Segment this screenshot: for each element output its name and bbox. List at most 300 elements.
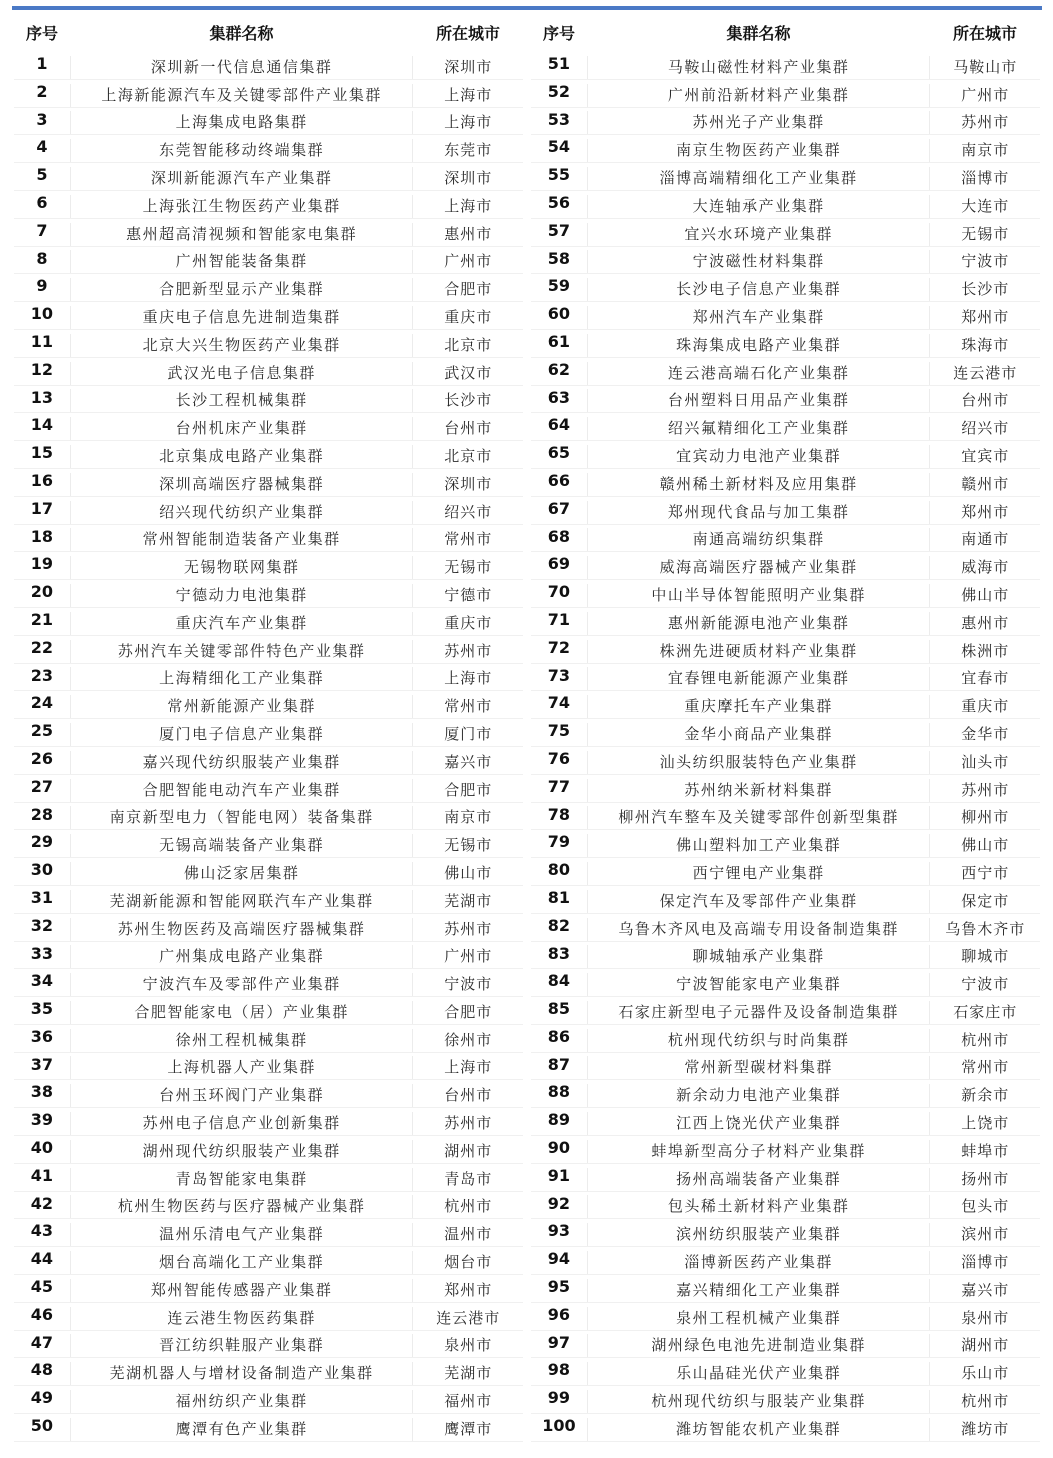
row-no: 97 (547, 1332, 571, 1352)
row-no: 6 (36, 192, 48, 212)
row-no: 57 (547, 220, 571, 240)
cluster-name: 宁波智能家电产业集群 (587, 973, 931, 996)
cluster-name: 上海张江生物医药产业集群 (70, 195, 414, 218)
cluster-name: 芜湖机器人与增材设备制造产业集群 (70, 1362, 414, 1385)
city-name: 苏州市 (444, 919, 493, 938)
row-no: 47 (30, 1332, 54, 1352)
city-name: 无锡市 (444, 558, 493, 577)
row-no: 40 (30, 1138, 54, 1158)
row-no: 41 (30, 1165, 54, 1185)
cluster-name: 滨州纺织服装产业集群 (587, 1223, 931, 1246)
table-row (531, 135, 1040, 163)
header-no: 序号 (25, 23, 58, 43)
row-no: 45 (30, 1277, 54, 1297)
table-row (531, 1303, 1040, 1331)
cluster-name: 威海高端医疗器械产业集群 (587, 556, 931, 579)
row-no: 90 (547, 1138, 571, 1158)
row-no: 99 (547, 1388, 571, 1408)
city-name: 上海市 (444, 669, 493, 688)
row-no: 94 (547, 1249, 571, 1269)
row-no: 43 (30, 1221, 54, 1241)
row-no: 74 (547, 693, 571, 713)
cluster-name: 连云港生物医药集群 (70, 1307, 414, 1330)
city-name: 石家庄市 (953, 1002, 1018, 1021)
cluster-name: 乐山晶硅光伏产业集群 (587, 1362, 931, 1385)
table-row (531, 1275, 1040, 1303)
table-row (531, 1080, 1040, 1108)
city-name: 新余市 (961, 1086, 1010, 1105)
table-row (14, 247, 523, 275)
cluster-name: 重庆摩托车产业集群 (587, 695, 931, 718)
row-no: 2 (36, 81, 48, 101)
row-no: 44 (30, 1249, 54, 1269)
cluster-name: 上海机器人产业集群 (70, 1056, 414, 1079)
table-row (14, 664, 523, 692)
city-name: 常州市 (444, 697, 493, 716)
row-no: 100 (542, 1416, 576, 1436)
row-no: 3 (36, 109, 48, 129)
row-no: 98 (547, 1360, 571, 1380)
table-row (531, 274, 1040, 302)
table-row (531, 413, 1040, 441)
row-no: 12 (30, 359, 54, 379)
city-name: 珠海市 (961, 335, 1010, 354)
cluster-name: 马鞍山磁性材料产业集群 (587, 56, 931, 79)
cluster-name: 苏州光子产业集群 (587, 111, 931, 134)
row-no: 29 (30, 832, 54, 852)
city-name: 泉州市 (444, 1336, 493, 1355)
cluster-name: 佛山塑料加工产业集群 (587, 834, 931, 857)
city-name: 包头市 (961, 1197, 1010, 1216)
table-row (531, 775, 1040, 803)
cluster-name: 重庆电子信息先进制造集群 (70, 306, 414, 329)
city-name: 重庆市 (444, 307, 493, 326)
table-row (531, 247, 1040, 275)
cluster-name: 郑州智能传感器产业集群 (70, 1279, 414, 1302)
top-accent-rule (12, 6, 1042, 10)
table-row (531, 608, 1040, 636)
cluster-name: 湖州现代纺织服装产业集群 (70, 1140, 414, 1163)
cluster-name: 绍兴现代纺织产业集群 (70, 501, 414, 524)
row-no: 17 (30, 498, 54, 518)
header-no: 序号 (542, 23, 575, 43)
table-row (14, 1275, 523, 1303)
city-name: 惠州市 (961, 613, 1010, 632)
city-name: 青岛市 (444, 1169, 493, 1188)
cluster-name: 杭州现代纺织与服装产业集群 (587, 1390, 931, 1413)
cluster-name: 嘉兴现代纺织服装产业集群 (70, 751, 414, 774)
row-no: 69 (547, 554, 571, 574)
row-no: 59 (547, 276, 571, 296)
city-name: 惠州市 (444, 224, 493, 243)
city-name: 上饶市 (961, 1114, 1010, 1133)
city-name: 苏州市 (444, 641, 493, 660)
row-no: 91 (547, 1165, 571, 1185)
cluster-name: 南通高端纺织集群 (587, 528, 931, 551)
row-no: 56 (547, 192, 571, 212)
table-row (531, 191, 1040, 219)
row-no: 34 (30, 971, 54, 991)
header-name: 集群名称 (726, 23, 791, 43)
city-name: 合肥市 (444, 780, 493, 799)
table-row (14, 886, 523, 914)
city-name: 赣州市 (961, 474, 1010, 493)
row-no: 77 (547, 776, 571, 796)
cluster-name: 大连轴承产业集群 (587, 195, 931, 218)
city-name: 滨州市 (961, 1225, 1010, 1244)
cluster-name: 重庆汽车产业集群 (70, 612, 414, 635)
row-no: 72 (547, 637, 571, 657)
city-name: 台州市 (444, 1086, 493, 1105)
row-no: 67 (547, 498, 571, 518)
cluster-name: 郑州汽车产业集群 (587, 306, 931, 329)
table-row (531, 580, 1040, 608)
row-no: 52 (547, 81, 571, 101)
city-name: 烟台市 (444, 1253, 493, 1272)
city-name: 上海市 (444, 196, 493, 215)
table-row (531, 1386, 1040, 1414)
city-name: 常州市 (444, 530, 493, 549)
city-name: 宜春市 (961, 669, 1010, 688)
row-no: 42 (30, 1193, 54, 1213)
city-name: 徐州市 (444, 1030, 493, 1049)
row-no: 16 (30, 470, 54, 490)
cluster-name: 福州纺织产业集群 (70, 1390, 414, 1413)
row-no: 11 (30, 331, 54, 351)
table-row (14, 1136, 523, 1164)
cluster-name: 宁波磁性材料集群 (587, 250, 931, 273)
table-row (531, 914, 1040, 942)
city-name: 郑州市 (961, 307, 1010, 326)
cluster-name: 长沙电子信息产业集群 (587, 278, 931, 301)
row-no: 37 (30, 1054, 54, 1074)
cluster-name: 广州前沿新材料产业集群 (587, 84, 931, 107)
cluster-name: 江西上饶光伏产业集群 (587, 1112, 931, 1135)
cluster-name: 晋江纺织鞋服产业集群 (70, 1334, 414, 1357)
row-no: 5 (36, 165, 48, 185)
city-name: 蚌埠市 (961, 1141, 1010, 1160)
city-name: 台州市 (444, 419, 493, 438)
cluster-name: 宁德动力电池集群 (70, 584, 414, 607)
row-no: 70 (547, 582, 571, 602)
table-row (14, 441, 523, 469)
cluster-name: 武汉光电子信息集群 (70, 362, 414, 385)
city-name: 上海市 (444, 85, 493, 104)
table-row (531, 163, 1040, 191)
city-name: 台州市 (961, 391, 1010, 410)
city-name: 佛山市 (961, 585, 1010, 604)
city-name: 湖州市 (961, 1336, 1010, 1355)
row-no: 60 (547, 304, 571, 324)
table-row (14, 552, 523, 580)
table-row (14, 163, 523, 191)
table-row (14, 413, 523, 441)
row-no: 50 (30, 1416, 54, 1436)
table-row (14, 386, 523, 414)
row-no: 58 (547, 248, 571, 268)
city-name: 杭州市 (444, 1197, 493, 1216)
table-row (531, 358, 1040, 386)
row-no: 49 (30, 1388, 54, 1408)
cluster-name: 常州智能制造装备产业集群 (70, 528, 414, 551)
city-name: 宜宾市 (961, 446, 1010, 465)
city-name: 重庆市 (444, 613, 493, 632)
row-no: 28 (30, 804, 54, 824)
table-row (531, 664, 1040, 692)
table-row (531, 886, 1040, 914)
table-row (14, 775, 523, 803)
row-no: 30 (30, 860, 54, 880)
row-no: 25 (30, 721, 54, 741)
cluster-name: 苏州生物医药及高端医疗器械集群 (70, 918, 414, 941)
row-no: 61 (547, 331, 571, 351)
city-name: 金华市 (961, 724, 1010, 743)
cluster-list-page (14, 12, 1040, 1448)
row-no: 76 (547, 748, 571, 768)
city-name: 上海市 (444, 1058, 493, 1077)
table-row (14, 580, 523, 608)
table-row (14, 1414, 523, 1442)
cluster-name: 台州玉环阀门产业集群 (70, 1084, 414, 1107)
row-no: 88 (547, 1082, 571, 1102)
table-row (14, 914, 523, 942)
city-name: 扬州市 (961, 1169, 1010, 1188)
table-row (531, 858, 1040, 886)
row-no: 71 (547, 609, 571, 629)
city-name: 马鞍山市 (953, 57, 1018, 76)
row-no: 27 (30, 776, 54, 796)
table-row (531, 469, 1040, 497)
table-row (531, 441, 1040, 469)
table-row (531, 386, 1040, 414)
cluster-name: 扬州高端装备产业集群 (587, 1168, 931, 1191)
table-row (14, 469, 523, 497)
cluster-name: 合肥智能电动汽车产业集群 (70, 779, 414, 802)
city-name: 泉州市 (961, 1308, 1010, 1327)
table-row (14, 358, 523, 386)
cluster-name: 厦门电子信息产业集群 (70, 723, 414, 746)
cluster-name: 深圳新能源汽车产业集群 (70, 167, 414, 190)
cluster-name: 常州新能源产业集群 (70, 695, 414, 718)
cluster-name: 乌鲁木齐风电及高端专用设备制造集群 (587, 918, 931, 941)
city-name: 杭州市 (961, 1392, 1010, 1411)
cluster-name: 石家庄新型电子元器件及设备制造集群 (587, 1001, 931, 1024)
row-no: 22 (30, 637, 54, 657)
table-row (531, 997, 1040, 1025)
city-name: 重庆市 (961, 697, 1010, 716)
city-name: 嘉兴市 (961, 1280, 1010, 1299)
row-no: 14 (30, 415, 54, 435)
row-no: 92 (547, 1193, 571, 1213)
cluster-name: 株洲先进硬质材料产业集群 (587, 640, 931, 663)
table-row (14, 997, 523, 1025)
row-no: 86 (547, 1026, 571, 1046)
table-row (14, 274, 523, 302)
city-name: 淄博市 (961, 1253, 1010, 1272)
table-row (14, 1192, 523, 1220)
cluster-name: 惠州超高清视频和智能家电集群 (70, 223, 414, 246)
city-name: 威海市 (961, 558, 1010, 577)
row-no: 31 (30, 887, 54, 907)
row-no: 79 (547, 832, 571, 852)
row-no: 15 (30, 443, 54, 463)
city-name: 柳州市 (961, 808, 1010, 827)
row-no: 64 (547, 415, 571, 435)
city-name: 湖州市 (444, 1141, 493, 1160)
table-row (531, 497, 1040, 525)
city-name: 北京市 (444, 335, 493, 354)
row-no: 96 (547, 1304, 571, 1324)
city-name: 常州市 (961, 1058, 1010, 1077)
row-no: 83 (547, 943, 571, 963)
cluster-name: 保定汽车及零部件产业集群 (587, 890, 931, 913)
city-name: 厦门市 (444, 724, 493, 743)
row-no: 8 (36, 248, 48, 268)
cluster-name: 上海集成电路集群 (70, 111, 414, 134)
table-row (531, 1219, 1040, 1247)
cluster-name: 聊城轴承产业集群 (587, 945, 931, 968)
cluster-name: 北京集成电路产业集群 (70, 445, 414, 468)
row-no: 55 (547, 165, 571, 185)
table-row (531, 719, 1040, 747)
cluster-name: 汕头纺织服装特色产业集群 (587, 751, 931, 774)
table-row (531, 552, 1040, 580)
row-no: 33 (30, 943, 54, 963)
cluster-name: 惠州新能源电池产业集群 (587, 612, 931, 635)
city-name: 温州市 (444, 1225, 493, 1244)
city-name: 东莞市 (444, 141, 493, 160)
city-name: 无锡市 (961, 224, 1010, 243)
row-no: 75 (547, 721, 571, 741)
cluster-name: 苏州汽车关键零部件特色产业集群 (70, 640, 414, 663)
table-body-left (14, 52, 523, 1448)
city-name: 北京市 (444, 446, 493, 465)
cluster-name: 宜春锂电新能源产业集群 (587, 667, 931, 690)
city-name: 深圳市 (444, 168, 493, 187)
table-row (14, 1219, 523, 1247)
cluster-name: 徐州工程机械集群 (70, 1029, 414, 1052)
table-row (531, 1331, 1040, 1359)
city-name: 宁德市 (444, 585, 493, 604)
cluster-name: 绍兴氟精细化工产业集群 (587, 417, 931, 440)
table-row (14, 1108, 523, 1136)
city-name: 福州市 (444, 1392, 493, 1411)
table-row (14, 191, 523, 219)
row-no: 23 (30, 665, 54, 685)
table-row (14, 302, 523, 330)
cluster-name: 深圳新一代信息通信集群 (70, 56, 414, 79)
row-no: 63 (547, 387, 571, 407)
cluster-name: 广州智能装备集群 (70, 250, 414, 273)
city-name: 郑州市 (444, 1280, 493, 1299)
cluster-name: 新余动力电池产业集群 (587, 1084, 931, 1107)
table-row (14, 330, 523, 358)
table-row (14, 719, 523, 747)
cluster-name: 连云港高端石化产业集群 (587, 362, 931, 385)
table-row (14, 858, 523, 886)
cluster-table-right (531, 12, 1040, 1448)
table-row (531, 1053, 1040, 1081)
row-no: 32 (30, 915, 54, 935)
table-row (531, 1136, 1040, 1164)
city-name: 广州市 (961, 85, 1010, 104)
row-no: 18 (30, 526, 54, 546)
header-city: 所在城市 (952, 23, 1017, 43)
cluster-name: 蚌埠新型高分子材料产业集群 (587, 1140, 931, 1163)
row-no: 24 (30, 693, 54, 713)
city-name: 连云港市 (436, 1308, 501, 1327)
row-no: 95 (547, 1277, 571, 1297)
table-row (14, 219, 523, 247)
city-name: 乐山市 (961, 1364, 1010, 1383)
row-no: 35 (30, 999, 54, 1019)
table-row (14, 803, 523, 831)
row-no: 7 (36, 220, 48, 240)
table-row (14, 608, 523, 636)
cluster-name: 宁波汽车及零部件产业集群 (70, 973, 414, 996)
table-row (531, 1414, 1040, 1442)
city-name: 佛山市 (444, 863, 493, 882)
header-city: 所在城市 (435, 23, 500, 43)
row-no: 66 (547, 470, 571, 490)
city-name: 芜湖市 (444, 1364, 493, 1383)
cluster-name: 常州新型碳材料集群 (587, 1056, 931, 1079)
table-row (14, 1247, 523, 1275)
cluster-name: 无锡高端装备产业集群 (70, 834, 414, 857)
row-no: 21 (30, 609, 54, 629)
row-no: 51 (547, 54, 571, 73)
cluster-name: 青岛智能家电集群 (70, 1168, 414, 1191)
table-row (14, 1331, 523, 1359)
city-name: 合肥市 (444, 280, 493, 299)
cluster-name: 芜湖新能源和智能网联汽车产业集群 (70, 890, 414, 913)
table-header (531, 12, 1040, 52)
row-no: 38 (30, 1082, 54, 1102)
cluster-name: 台州机床产业集群 (70, 417, 414, 440)
city-name: 武汉市 (444, 363, 493, 382)
table-header (14, 12, 523, 52)
table-row (14, 135, 523, 163)
cluster-name: 杭州现代纺织与时尚集群 (587, 1029, 931, 1052)
cluster-name: 苏州电子信息产业创新集群 (70, 1112, 414, 1135)
row-no: 68 (547, 526, 571, 546)
cluster-name: 赣州稀土新材料及应用集群 (587, 473, 931, 496)
row-no: 81 (547, 887, 571, 907)
table-row (531, 830, 1040, 858)
city-name: 郑州市 (961, 502, 1010, 521)
city-name: 上海市 (444, 113, 493, 132)
table-row (14, 830, 523, 858)
row-no: 84 (547, 971, 571, 991)
cluster-name: 湖州绿色电池先进制造业集群 (587, 1334, 931, 1357)
table-row (14, 1386, 523, 1414)
row-no: 13 (30, 387, 54, 407)
row-no: 20 (30, 582, 54, 602)
cluster-name: 北京大兴生物医药产业集群 (70, 334, 414, 357)
table-row (14, 1080, 523, 1108)
table-row (14, 1358, 523, 1386)
row-no: 10 (30, 304, 54, 324)
cluster-name: 郑州现代食品与加工集群 (587, 501, 931, 524)
row-no: 93 (547, 1221, 571, 1241)
city-name: 深圳市 (444, 57, 493, 76)
city-name: 汕头市 (961, 752, 1010, 771)
table-row (531, 1108, 1040, 1136)
city-name: 聊城市 (961, 947, 1010, 966)
table-row (531, 747, 1040, 775)
table-row (531, 80, 1040, 108)
table-row (531, 330, 1040, 358)
